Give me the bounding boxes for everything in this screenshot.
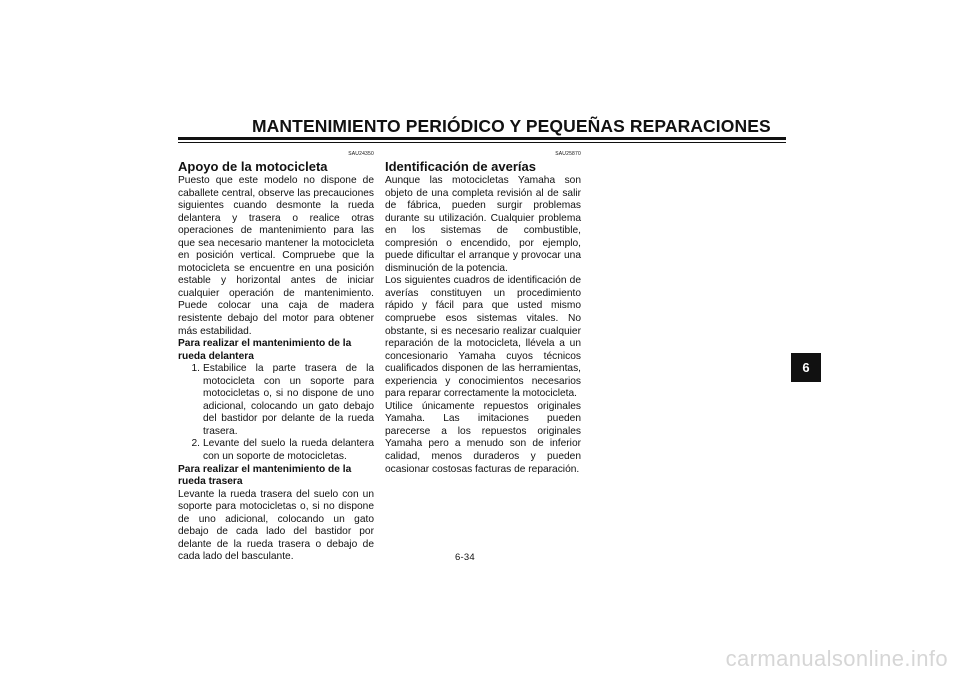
section-heading-apoyo: Apoyo de la motocicleta [178,159,328,174]
step-text: Estabilice la parte trasera de la motocicleta con un soporte para motocicletas o, si no dispone de uno adicional, colocando un gato debajo del bastidor por delante de la rueda trasera. [203,363,374,437]
right-column [385,150,581,476]
section-heading-averias: Identificación de averías [385,159,537,174]
step-number: 2. [191,438,200,450]
section-code: SAU25870 [555,151,581,157]
rear-wheel-paragraph: Levante la rueda trasera del suelo con un soporte para motocicletas o, si no dispone de uno adicional, colocando un gato debajo de cada lado del bastidor por delante de la rueda trasera o debajo de cada lado del basculante. [178,488,374,563]
steps-list [178,363,374,463]
page-title: MANTENIMIENTO PERIÓDICO Y PEQUEÑAS REPARACIONES [252,116,771,136]
list-item [178,438,374,463]
page-number: 6-34 [455,552,475,563]
section-code: SAU24350 [348,151,374,157]
step-number: 1. [191,363,200,375]
paragraph: Aunque las motocicletas Yamaha son objeto de una completa revisión al de salir de fábrica, pueden surgir problemas durante su utilización. Cualquier problema en los sistemas de combustible, compresión o encendido, por ejemplo, puede dificultar el arranque y provocar una disminución de la potencia. [385,175,581,274]
intro-paragraph: Puesto que este modelo no dispone de caballete central, observe las precauciones siguientes cuando desmonte la rueda delantera y trasera o realice otras operaciones de mantenimiento para las que sea necesario mantener la motocicleta en posición vertical. Compruebe que la motocicleta se encuentre en una posición estable y horizontal antes de iniciar cualquier operación de mantenimiento. Puede colocar una caja de madera resistente debajo del motor para obtener más estabilidad. [178,175,374,337]
title-rule [178,137,786,140]
title-rule-thin [178,142,786,143]
step-text: Levante del suelo la rueda delantera con un soporte de motocicletas. [203,438,374,463]
left-column [178,150,374,564]
front-wheel-subhead: Para realizar el mantenimiento de la rueda delantera [178,338,352,362]
paragraph: Utilice únicamente repuestos originales Yamaha. Las imitaciones pueden parecerse a los repuestos originales Yamaha pero a menudo son de inferior calidad, menos duraderos y pueden ocasionar costosas facturas de reparación. [385,400,581,475]
watermark: carmanualsonline.info [725,646,948,671]
chapter-tab: 6 [791,353,821,382]
rear-wheel-subhead: Para realizar el mantenimiento de la rueda trasera [178,463,352,488]
paragraph: Los siguientes cuadros de identificación de averías constituyen un procedimiento rápido y fácil para que usted mismo compruebe esos sistemas vitales. No obstante, si es necesario realizar cualquier reparación de la motocicleta, llévela a un concesionario Yamaha cuyos técnicos cualificados disponen de las herramientas, experiencia y conocimientos necesarios para reparar correctamente la motocicleta. [385,275,581,400]
list-item [178,363,374,438]
